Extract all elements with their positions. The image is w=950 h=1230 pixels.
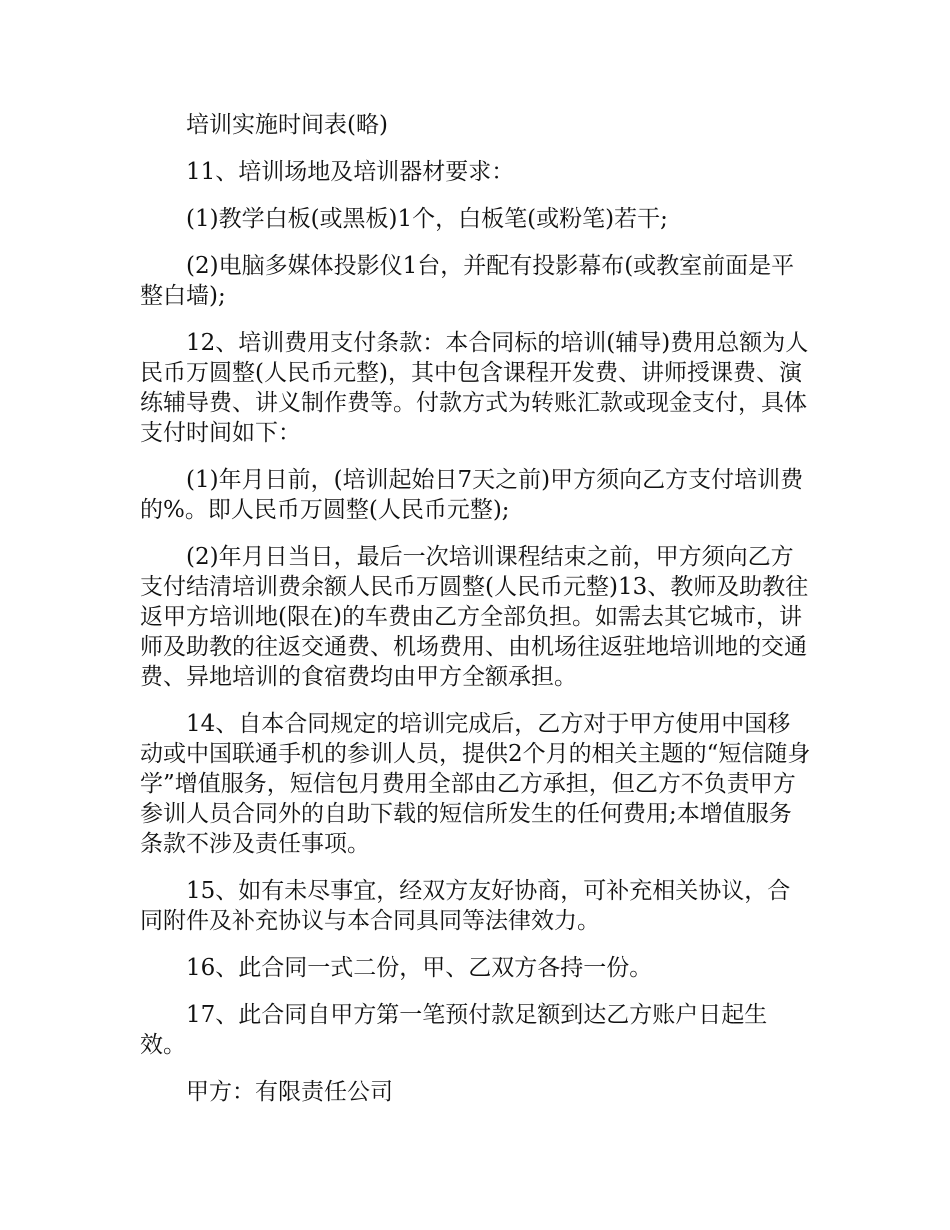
paragraph-clause-11-item-1: (1)教学白板(或黑板)1个，白板笔(或粉笔)若干; (186, 206, 668, 232)
paragraph-clause-11: 11、培训场地及培训器材要求： (186, 159, 515, 185)
paragraph-clause-15: 15、如有未尽事宜，经双方友好协商，可补充相关协议，合同附件及补充协议与本合同具同等法律效力。 (140, 878, 791, 934)
paragraph-clause-11-item-2: (2)电脑多媒体投影仪1台，并配有投影幕布(或教室前面是平整白墙); (140, 253, 795, 309)
paragraph-clause-12-item-1: (1)年月日前，(培训起始日7天之前)甲方须向乙方支付培训费的%。即人民币万圆整(人民币元整); (140, 467, 804, 523)
paragraph-schedule: 培训实施时间表(略) (186, 112, 388, 138)
document-body (140, 110, 812, 1124)
paragraph-party-a-signature: 甲方：有限责任公司 (186, 1079, 393, 1105)
paragraph-clause-12-item-2: (2)年月日当日，最后一次培训课程结束之前，甲方须向乙方支付结清培训费余额人民币万圆整(人民币元整)13、教师及助教往返甲方培训地(限在)的车费由乙方全部负担。如需去其它城市，讲师及助教的往返交通费、机场费用、由机场往返驻地培训地的交通费、异地培训的食宿费均由甲方全额承担。 (140, 544, 809, 690)
paragraph-clause-12: 12、培训费用支付条款：本合同标的培训(辅导)费用总额为人民币万圆整(人民币元整)，其中包含课程开发费、讲师授课费、演练辅导费、讲义制作费等。付款方式为转账汇款或现金支付，具体支付时间如下： (140, 330, 809, 446)
paragraph-clause-14: 14、自本合同规定的培训完成后，乙方对于甲方使用中国移动或中国联通手机的参训人员，提供2个月的相关主题的“短信随身学”增值服务，短信包月费用全部由乙方承担，但乙方不负责甲方参训人员合同外的自助下载的短信所发生的任何费用;本增值服务条款不涉及责任事项。 (140, 711, 811, 857)
paragraph-clause-16: 16、此合同一式二份，甲、乙双方各持一份。 (186, 955, 653, 981)
paragraph-clause-17: 17、此合同自甲方第一笔预付款足额到达乙方账户日起生效。 (140, 1002, 768, 1058)
